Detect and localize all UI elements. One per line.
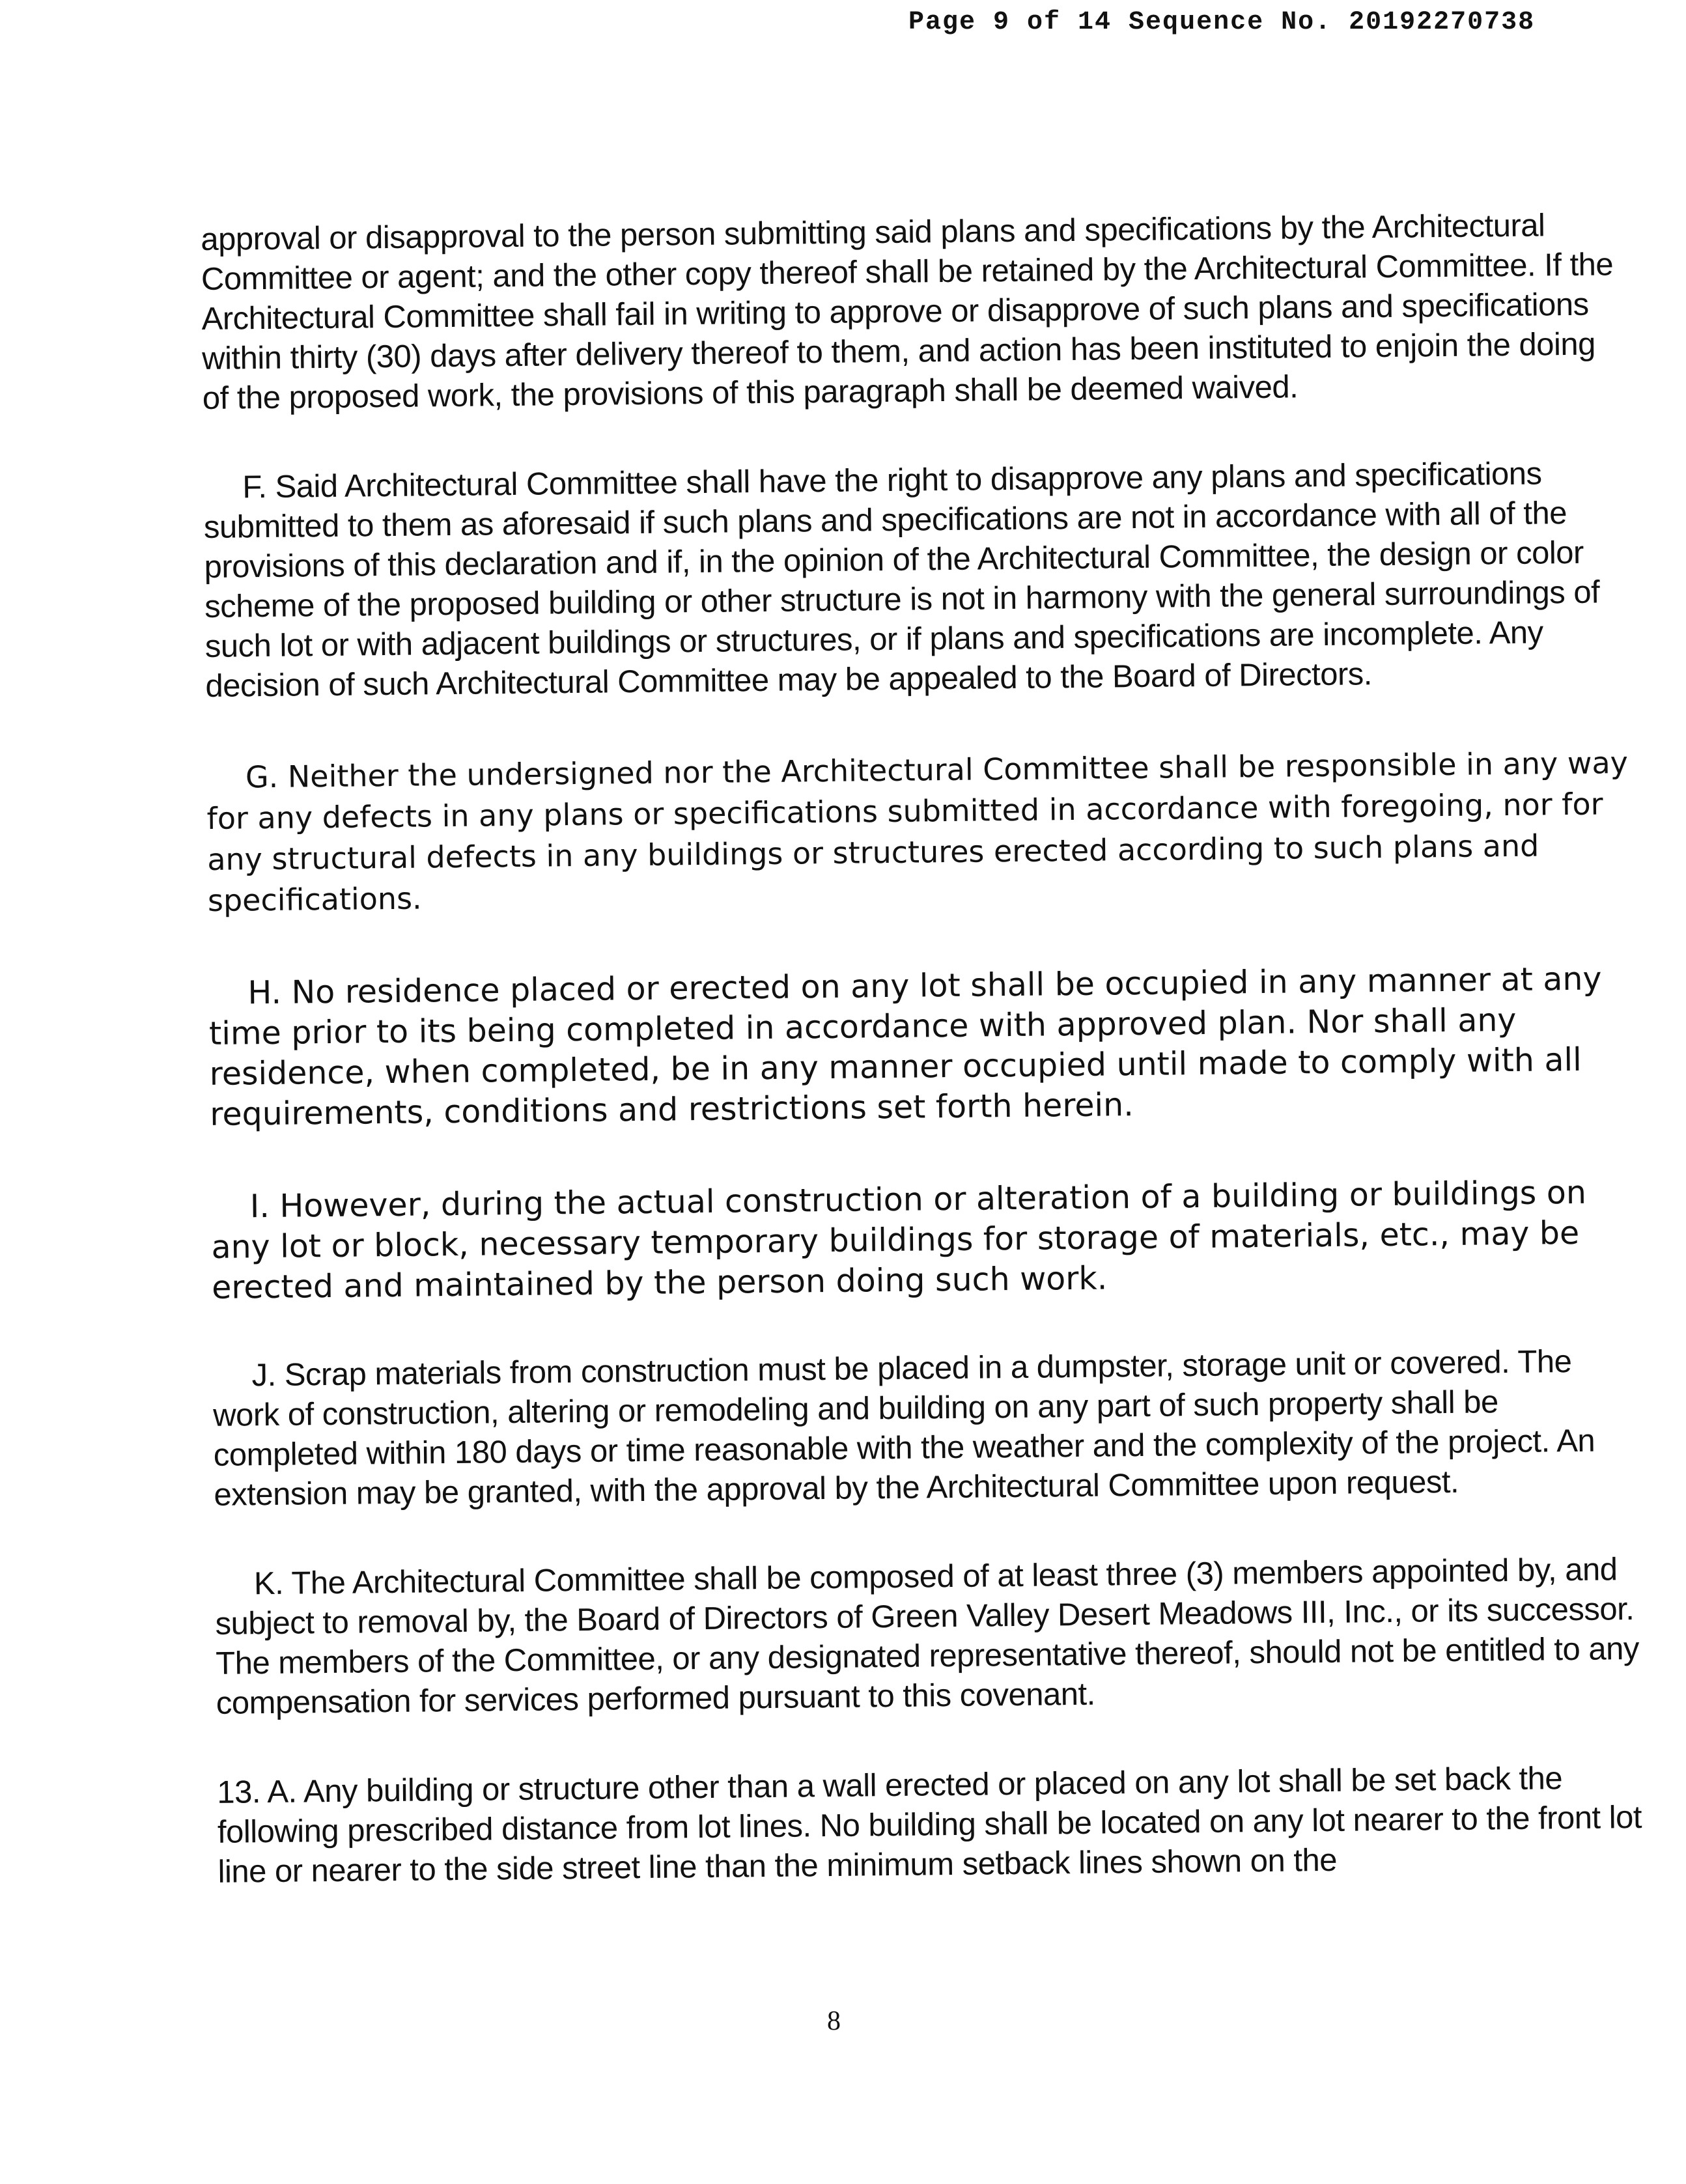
paragraph-continuation: approval or disapproval to the person submitting said plans and specifications by the Architectural Committee or agent; and the other copy thereof shall be retained by the Architectural Committee. If the Architectural Committee shall fail in writing to approve or disapprove of such plans and specifications within thirty (30) days after delivery thereof to them, and action has been instituted to enjoin the doing of the proposed work, the provisions of this paragraph shall be deemed waived. <box>201 208 1614 416</box>
page-sequence-header: Page 9 of 14 Sequence No. 20192270738 <box>908 8 1536 37</box>
paragraph-f: F. Said Architectural Committee shall have the right to disapprove any plans and specifications submitted to them as aforesaid if such plans and specifications are not in accordance with all of the provisions of this declaration and if, in the opinion of the Architectural Committee, the design or color scheme of the proposed building or other structure is not in harmony with the general surroundings of such lot or with adjacent buildings or structures, or if plans and specifications are incomplete. Any decision of such Architectural Committee may be appealed to the Board of Directors. <box>203 456 1600 704</box>
paragraph-i: I. However, during the actual construction or alteration of a building or buildings on any lot or block, necessary temporary buildings for storage of materials, etc., may be erected and maintained by the person doing such work. <box>211 1173 1587 1306</box>
page-number: 8 <box>827 2006 841 2036</box>
paragraph-g: G. Neither the undersigned nor the Architectural Committee shall be responsible in any way for any defects in any plans or specifications submitted in accordance with foregoing, nor for any structural defects in any buildings or structures erected according to such plans and specifications. <box>206 745 1629 918</box>
paragraph-k: K. The Architectural Committee shall be composed of at least three (3) members appointed by, and subject to removal by, the Board of Directors of Green Valley Desert Meadows III, Inc., or its successor. The members of the Committee, or any designated representative thereof, should not be entitled to any compensation for services performed pursuant to this covenant. <box>215 1552 1640 1721</box>
document-body <box>201 205 1644 1892</box>
paragraph-j: J. Scrap materials from construction must be placed in a dumpster, storage unit or covered. The work of construction, altering or remodeling and building on any part of such property shall be completed within 180 days or time reasonable with the weather and the complexity of the project. An extension may be granted, with the approval by the Architectural Committee upon request. <box>212 1344 1595 1513</box>
paragraph-h: H. No residence placed or erected on any lot shall be occupied in any manner at any time prior to its being completed in accordance with approved plan. Nor shall any residence, when completed, be in any manner occupied until made to comply with all requirements, conditions and restrictions set forth herein. <box>208 960 1602 1133</box>
paragraph-section-13a: 13. A. Any building or structure other than a wall erected or placed on any lot shall be set back the following prescribed distance from lot lines. No building shall be located on any lot nearer to the front lot line or nearer to the side street line than the minimum setback lines shown on the <box>217 1761 1642 1890</box>
